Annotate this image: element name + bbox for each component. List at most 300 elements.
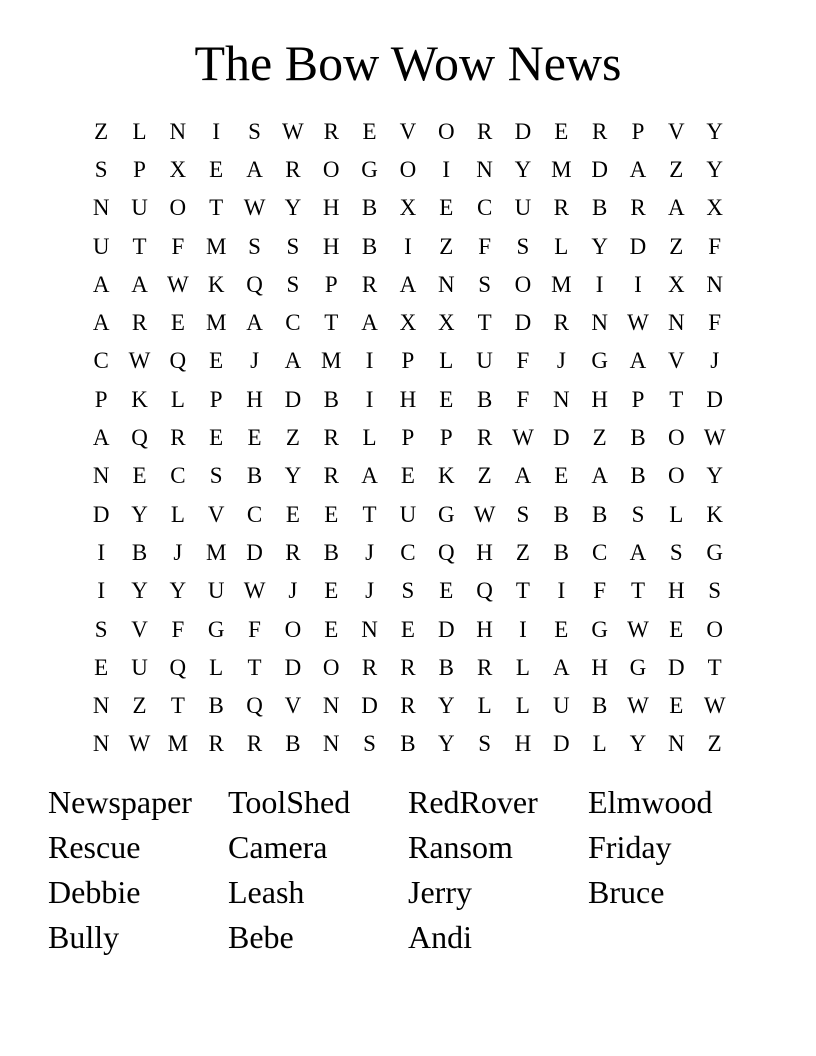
word-list-item: RedRover xyxy=(408,784,538,820)
grid-letter: I xyxy=(97,539,105,565)
word-list-item: Andi xyxy=(408,919,472,955)
grid-letter: O xyxy=(399,156,417,182)
grid-letter: R xyxy=(400,654,416,680)
grid-letter: C xyxy=(170,463,186,489)
grid-letter: C xyxy=(93,348,109,374)
grid-letter: F xyxy=(248,616,261,642)
grid-letter: R xyxy=(361,271,378,297)
grid-letter: A xyxy=(92,310,110,336)
grid-letter: W xyxy=(128,731,151,757)
grid-letter: N xyxy=(591,310,608,336)
grid-letter: O xyxy=(706,616,723,642)
grid-letter: D xyxy=(514,310,532,336)
grid-letter: R xyxy=(131,310,148,336)
grid-letter: K xyxy=(706,501,723,527)
grid-letter: S xyxy=(286,233,300,259)
grid-letter: I xyxy=(519,616,527,642)
grid-letter: W xyxy=(627,310,649,336)
grid-letter: P xyxy=(401,348,415,374)
grid-letter: E xyxy=(554,118,569,144)
grid-letter: T xyxy=(132,233,147,259)
word-list-item: Ransom xyxy=(408,829,513,865)
grid-letter: W xyxy=(703,693,726,719)
grid-letter: E xyxy=(209,156,224,182)
grid-letter: X xyxy=(169,156,187,182)
grid-letter: E xyxy=(439,386,454,412)
grid-letter: A xyxy=(668,195,685,221)
grid-letter: T xyxy=(362,501,377,527)
grid-letter: A xyxy=(629,348,647,374)
grid-letter: N xyxy=(322,731,340,757)
grid-letter: R xyxy=(553,310,569,336)
grid-letter: N xyxy=(552,386,570,412)
grid-letter: T xyxy=(170,693,185,719)
grid-letter: A xyxy=(246,310,263,336)
grid-letter: Y xyxy=(284,195,302,221)
grid-letter: U xyxy=(476,348,493,374)
grid-letter: C xyxy=(246,501,263,527)
grid-letter: Y xyxy=(131,578,148,604)
grid-letter: A xyxy=(92,425,110,451)
grid-letter: M xyxy=(551,156,572,182)
grid-letter: U xyxy=(399,501,417,527)
grid-letter: P xyxy=(439,425,453,451)
grid-letter: X xyxy=(706,195,723,221)
grid-letter: N xyxy=(92,463,110,489)
word-list-item: Bebe xyxy=(228,919,294,955)
grid-letter: B xyxy=(323,539,339,565)
grid-letter: H xyxy=(322,233,340,259)
grid-letter: R xyxy=(476,425,493,451)
grid-letter: A xyxy=(514,463,532,489)
grid-letter: R xyxy=(323,118,339,144)
grid-letter: Q xyxy=(246,271,263,297)
grid-letter: O xyxy=(322,156,340,182)
grid-letter: W xyxy=(473,501,496,527)
grid-letter: J xyxy=(365,578,375,604)
grid-letter: H xyxy=(514,731,532,757)
grid-letter: I xyxy=(557,578,566,604)
grid-letter: F xyxy=(516,386,530,412)
grid-letter: L xyxy=(592,731,607,757)
grid-letter: N xyxy=(437,271,455,297)
grid-letter: B xyxy=(285,731,301,757)
grid-letter: E xyxy=(247,425,262,451)
grid-letter: X xyxy=(668,271,685,297)
grid-letter: Y xyxy=(706,118,723,144)
grid-letter: D xyxy=(246,539,263,565)
grid-letter: P xyxy=(324,271,338,297)
grid-letter: D xyxy=(706,386,723,412)
grid-letter: G xyxy=(591,348,608,374)
letter-grid xyxy=(82,112,734,763)
grid-letter: J xyxy=(365,539,375,565)
word-list-item: Bruce xyxy=(588,874,665,910)
grid-letter: H xyxy=(476,616,493,642)
grid-letter: Q xyxy=(476,578,493,604)
grid-letter: V xyxy=(399,118,417,144)
grid-letter: N xyxy=(92,195,110,221)
grid-letter: B xyxy=(591,195,608,221)
grid-letter: Z xyxy=(707,731,722,757)
grid-letter: H xyxy=(591,654,608,680)
word-list-item: Newspaper xyxy=(48,784,192,820)
grid-letter: C xyxy=(285,310,301,336)
grid-letter: B xyxy=(591,501,608,527)
grid-letter: Q xyxy=(437,539,455,565)
grid-letter: U xyxy=(131,195,148,221)
grid-letter: J xyxy=(173,539,183,565)
grid-letter: J xyxy=(710,348,720,374)
grid-letter: T xyxy=(477,310,492,336)
grid-letter: B xyxy=(246,463,263,489)
grid-letter: G xyxy=(706,539,723,565)
grid-letter: W xyxy=(703,425,726,451)
grid-letter: G xyxy=(629,654,647,680)
grid-letter: F xyxy=(708,310,722,336)
word-list-item: Jerry xyxy=(408,874,472,910)
grid-letter: B xyxy=(630,463,646,489)
grid-letter: F xyxy=(478,233,491,259)
grid-letter: B xyxy=(630,425,646,451)
grid-letter: A xyxy=(92,271,110,297)
grid-letter: E xyxy=(94,654,109,680)
grid-letter: S xyxy=(516,233,530,259)
grid-letter: R xyxy=(285,539,301,565)
grid-letter: H xyxy=(476,539,493,565)
word-list-item: Bully xyxy=(48,919,120,955)
grid-letter: W xyxy=(282,118,304,144)
word-list-item: Friday xyxy=(588,829,672,865)
grid-letter: E xyxy=(209,425,224,451)
word-list-item: Camera xyxy=(228,829,328,865)
grid-letter: Z xyxy=(285,425,300,451)
grid-letter: P xyxy=(631,386,645,412)
grid-letter: T xyxy=(324,310,339,336)
grid-letter: L xyxy=(170,501,185,527)
grid-letter: L xyxy=(439,348,454,374)
grid-letter: U xyxy=(207,578,225,604)
grid-letter: E xyxy=(324,578,339,604)
grid-letter: E xyxy=(285,501,300,527)
grid-letter: L xyxy=(515,654,530,680)
grid-letter: S xyxy=(363,731,376,757)
grid-letter: W xyxy=(243,578,266,604)
grid-letter: K xyxy=(437,463,455,489)
grid-letter: V xyxy=(668,118,685,144)
grid-letter: H xyxy=(399,386,417,412)
grid-letter: M xyxy=(167,731,189,757)
grid-letter: R xyxy=(246,731,263,757)
grid-letter: A xyxy=(399,271,417,297)
grid-letter: D xyxy=(284,386,302,412)
grid-letter: A xyxy=(591,463,608,489)
grid-letter: D xyxy=(284,654,302,680)
grid-letter: S xyxy=(94,616,108,642)
grid-letter: U xyxy=(514,195,532,221)
grid-letter: F xyxy=(171,616,185,642)
grid-letter: Q xyxy=(169,654,187,680)
grid-letter: Y xyxy=(591,233,608,259)
grid-letter: R xyxy=(476,118,493,144)
grid-letter: O xyxy=(322,654,340,680)
grid-letter: I xyxy=(442,156,451,182)
grid-letter: F xyxy=(516,348,530,374)
grid-letter: A xyxy=(629,539,647,565)
grid-letter: R xyxy=(553,195,569,221)
grid-letter: Y xyxy=(706,463,723,489)
grid-letter: J xyxy=(288,578,298,604)
grid-letter: B xyxy=(361,233,378,259)
grid-letter: O xyxy=(514,271,532,297)
grid-letter: R xyxy=(323,463,339,489)
grid-letter: S xyxy=(286,271,300,297)
grid-letter: Y xyxy=(169,578,187,604)
grid-letter: O xyxy=(169,195,187,221)
grid-letter: P xyxy=(401,425,415,451)
grid-letter: Y xyxy=(284,463,302,489)
grid-letter: B xyxy=(553,501,569,527)
grid-letter: E xyxy=(439,195,454,221)
grid-letter: Z xyxy=(515,539,530,565)
grid-letter: O xyxy=(437,118,455,144)
grid-letter: P xyxy=(94,386,108,412)
grid-letter: T xyxy=(515,578,530,604)
grid-letter: V xyxy=(668,348,685,374)
grid-letter: J xyxy=(250,348,260,374)
grid-letter: G xyxy=(361,156,378,182)
word-list-item: ToolShed xyxy=(228,784,351,820)
grid-letter: C xyxy=(400,539,416,565)
grid-letter: B xyxy=(361,195,378,221)
grid-letter: G xyxy=(437,501,455,527)
grid-letter: R xyxy=(208,731,224,757)
grid-letter: A xyxy=(361,310,378,336)
grid-letter: O xyxy=(284,616,302,642)
grid-letter: I xyxy=(634,271,642,297)
grid-letter: Z xyxy=(592,425,607,451)
grid-letter: A xyxy=(629,156,647,182)
grid-letter: L xyxy=(209,654,224,680)
grid-letter: D xyxy=(552,731,570,757)
grid-letter: C xyxy=(591,539,608,565)
grid-letter: B xyxy=(131,539,148,565)
grid-letter: S xyxy=(248,233,261,259)
grid-letter: T xyxy=(209,195,224,221)
word-list-item: Elmwood xyxy=(588,784,713,820)
grid-letter: E xyxy=(170,310,185,336)
grid-letter: B xyxy=(476,386,493,412)
grid-letter: T xyxy=(707,654,722,680)
grid-letter: T xyxy=(247,654,262,680)
grid-letter: B xyxy=(208,693,224,719)
grid-letter: R xyxy=(476,654,493,680)
grid-letter: Y xyxy=(629,731,647,757)
grid-letter: K xyxy=(207,271,225,297)
grid-letter: X xyxy=(399,310,417,336)
grid-letter: W xyxy=(512,425,534,451)
grid-letter: Z xyxy=(477,463,492,489)
grid-letter: N xyxy=(668,731,685,757)
grid-letter: E xyxy=(132,463,147,489)
grid-letter: E xyxy=(554,463,569,489)
grid-letter: B xyxy=(400,731,416,757)
grid-letter: A xyxy=(361,463,378,489)
grid-letter: Y xyxy=(437,731,455,757)
grid-letter: Z xyxy=(132,693,147,719)
grid-letter: S xyxy=(478,271,491,297)
grid-letter: N xyxy=(322,693,340,719)
grid-letter: P xyxy=(631,118,645,144)
grid-letter: L xyxy=(362,425,377,451)
grid-letter: X xyxy=(437,310,455,336)
grid-letter: M xyxy=(205,233,227,259)
grid-letter: W xyxy=(627,616,649,642)
grid-letter: S xyxy=(669,539,683,565)
grid-letter: F xyxy=(708,233,722,259)
grid-letter: A xyxy=(131,271,148,297)
grid-letter: T xyxy=(630,578,646,604)
grid-letter: H xyxy=(246,386,263,412)
grid-letter: M xyxy=(321,348,342,374)
grid-letter: B xyxy=(323,386,339,412)
grid-letter: Y xyxy=(514,156,532,182)
word-list-item: Debbie xyxy=(48,874,141,910)
grid-letter: L xyxy=(477,693,492,719)
grid-letter: R xyxy=(400,693,416,719)
grid-letter: D xyxy=(514,118,532,144)
grid-letter: Z xyxy=(669,233,684,259)
grid-letter: N xyxy=(169,118,187,144)
grid-letter: X xyxy=(399,195,417,221)
grid-letter: I xyxy=(365,386,374,412)
grid-letter: F xyxy=(171,233,185,259)
grid-letter: S xyxy=(94,156,108,182)
grid-letter: L xyxy=(515,693,530,719)
grid-letter: E xyxy=(669,693,684,719)
grid-letter: N xyxy=(668,310,685,336)
grid-letter: U xyxy=(552,693,570,719)
grid-letter: B xyxy=(438,654,454,680)
grid-letter: I xyxy=(595,271,604,297)
grid-letter: A xyxy=(552,654,570,680)
grid-letter: E xyxy=(324,501,339,527)
grid-letter: E xyxy=(400,616,415,642)
grid-letter: D xyxy=(591,156,608,182)
grid-letter: R xyxy=(170,425,186,451)
grid-letter: Y xyxy=(706,156,723,182)
grid-letter: S xyxy=(248,118,261,144)
grid-letter: W xyxy=(243,195,266,221)
grid-letter: E xyxy=(669,616,684,642)
grid-letter: R xyxy=(323,425,339,451)
grid-letter: O xyxy=(668,463,685,489)
grid-letter: T xyxy=(669,386,684,412)
grid-letter: N xyxy=(706,271,723,297)
grid-letter: E xyxy=(554,616,569,642)
grid-letter: S xyxy=(516,501,530,527)
grid-letter: D xyxy=(92,501,110,527)
grid-letter: I xyxy=(404,233,412,259)
grid-letter: V xyxy=(284,693,302,719)
grid-letter: H xyxy=(668,578,685,604)
grid-letter: E xyxy=(362,118,377,144)
grid-letter: V xyxy=(207,501,225,527)
grid-letter: O xyxy=(668,425,685,451)
grid-letter: L xyxy=(554,233,569,259)
word-list-item: Leash xyxy=(228,874,305,910)
grid-letter: Y xyxy=(131,501,148,527)
grid-letter: N xyxy=(476,156,493,182)
grid-letter: R xyxy=(591,118,608,144)
page-title: The Bow Wow News xyxy=(194,35,622,91)
grid-letter: W xyxy=(627,693,649,719)
word-list xyxy=(48,780,768,960)
grid-letter: W xyxy=(128,348,151,374)
grid-letter: E xyxy=(439,578,454,604)
grid-letter: N xyxy=(361,616,378,642)
grid-letter: L xyxy=(669,501,684,527)
grid-letter: D xyxy=(361,693,378,719)
grid-letter: S xyxy=(209,463,223,489)
grid-letter: L xyxy=(132,118,147,144)
grid-letter: I xyxy=(365,348,374,374)
grid-letter: P xyxy=(133,156,146,182)
grid-letter: W xyxy=(167,271,189,297)
grid-letter: D xyxy=(437,616,455,642)
grid-letter: E xyxy=(324,616,339,642)
grid-letter: M xyxy=(205,539,227,565)
grid-letter: V xyxy=(131,616,148,642)
grid-letter: D xyxy=(629,233,647,259)
grid-letter: M xyxy=(205,310,227,336)
grid-letter: R xyxy=(361,654,378,680)
grid-letter: Q xyxy=(169,348,187,374)
grid-letter: I xyxy=(212,118,221,144)
grid-letter: B xyxy=(591,693,608,719)
grid-letter: Q xyxy=(246,693,263,719)
grid-letter: G xyxy=(591,616,608,642)
grid-letter: A xyxy=(246,156,263,182)
word-list-item: Rescue xyxy=(48,829,141,865)
grid-letter: R xyxy=(630,195,646,221)
grid-letter: Q xyxy=(131,425,148,451)
grid-letter: S xyxy=(401,578,415,604)
grid-letter: C xyxy=(476,195,493,221)
grid-letter: G xyxy=(207,616,225,642)
grid-letter: M xyxy=(551,271,572,297)
grid-letter: L xyxy=(170,386,185,412)
grid-letter: D xyxy=(668,654,685,680)
grid-letter: B xyxy=(553,539,569,565)
grid-letter: E xyxy=(209,348,224,374)
grid-letter: R xyxy=(285,156,301,182)
grid-letter: H xyxy=(322,195,340,221)
grid-letter: Z xyxy=(439,233,454,259)
grid-letter: E xyxy=(400,463,415,489)
grid-letter: J xyxy=(556,348,566,374)
grid-letter: K xyxy=(131,386,148,412)
grid-letter: I xyxy=(97,578,105,604)
grid-letter: D xyxy=(552,425,570,451)
grid-letter: P xyxy=(209,386,223,412)
grid-letter: H xyxy=(591,386,608,412)
grid-letter: U xyxy=(92,233,110,259)
grid-letter: N xyxy=(92,693,110,719)
grid-letter: A xyxy=(284,348,302,374)
grid-letter: F xyxy=(593,578,607,604)
grid-letter: Y xyxy=(437,693,455,719)
